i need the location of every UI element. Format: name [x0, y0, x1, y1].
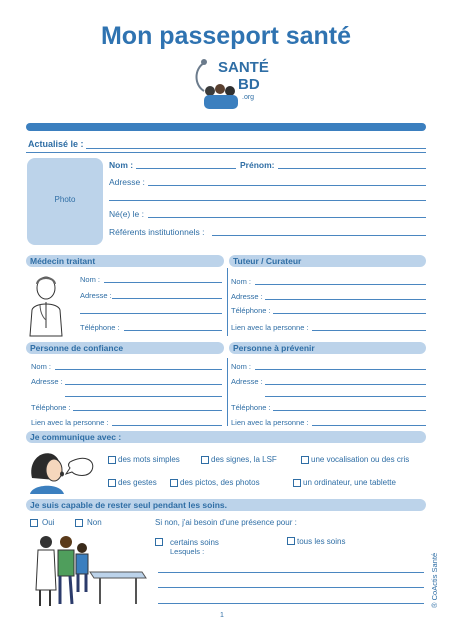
oui-checkbox[interactable] [30, 519, 38, 527]
header-divider [26, 123, 426, 131]
prenom-label: Prénom: [240, 160, 275, 170]
tuteur-adresse-field[interactable] [265, 299, 426, 300]
ne-le-label: Né(e) le : [109, 209, 144, 219]
option-vocalisation-checkbox[interactable] [301, 456, 309, 464]
photo-label: Photo [54, 195, 76, 204]
si-non-label: Si non, j'ai besoin d'une présence pour : [155, 518, 297, 527]
non-checkbox[interactable] [75, 519, 83, 527]
copyright-text: ® CoActis Santé [430, 552, 439, 608]
santebd-logo [190, 57, 269, 117]
tuteur-telephone-field[interactable] [273, 313, 426, 314]
column-divider [227, 358, 228, 426]
certains-soins-label: certains soins [170, 538, 219, 547]
option-ordinateur-label: un ordinateur, une tablette [303, 478, 396, 487]
prevenir-adresse-label: Adresse : [231, 377, 263, 386]
section-medecin [26, 255, 224, 267]
ne-le-field[interactable] [148, 217, 426, 218]
prenom-field[interactable] [278, 168, 426, 169]
medecin-nom-label: Nom : [80, 275, 101, 284]
confiance-nom-field[interactable] [55, 369, 222, 370]
lesquels-label: Lesquels : [170, 547, 205, 556]
logo-text-org: .org [242, 94, 255, 101]
section-confiance [26, 342, 224, 354]
section-communique-title: Je communique avec : [30, 432, 122, 442]
prevenir-nom-field[interactable] [255, 369, 426, 370]
option-signes-lsf-checkbox[interactable] [201, 456, 209, 464]
medecin-adresse-field[interactable] [112, 298, 222, 299]
option-pictos-label: des pictos, des photos [180, 478, 260, 487]
confiance-adresse-label: Adresse : [31, 377, 63, 386]
section-communique [26, 431, 426, 443]
doctor-illustration [24, 272, 70, 338]
confiance-lien-field[interactable] [112, 425, 222, 426]
confiance-adresse-field-2[interactable] [65, 396, 222, 397]
tuteur-telephone-label: Téléphone : [231, 306, 271, 315]
section-prevenir [229, 342, 426, 354]
photo-placeholder[interactable] [27, 158, 103, 245]
medecin-nom-field[interactable] [104, 282, 222, 283]
divider [26, 152, 426, 153]
actualise-label: Actualisé le : [28, 139, 84, 149]
adresse-field-2[interactable] [109, 200, 426, 201]
section-tuteur [229, 255, 426, 267]
section-capable-title: Je suis capable de rester seul pendant les soins. [30, 500, 227, 510]
care-scene-illustration [30, 532, 148, 608]
referents-field[interactable] [212, 235, 426, 236]
adresse-label: Adresse : [109, 177, 145, 187]
option-gestes-checkbox[interactable] [108, 479, 116, 487]
prevenir-adresse-field[interactable] [265, 384, 426, 385]
speaking-person-illustration [26, 448, 98, 494]
column-divider [227, 268, 228, 336]
prevenir-telephone-label: Téléphone : [231, 403, 271, 412]
option-gestes-label: des gestes [118, 478, 157, 487]
confiance-telephone-field[interactable] [73, 410, 222, 411]
option-signes-lsf-label: des signes, la LSF [211, 455, 277, 464]
prevenir-telephone-field[interactable] [273, 410, 426, 411]
prevenir-lien-label: Lien avec la personne : [231, 418, 309, 427]
section-prevenir-title: Personne à prévenir [233, 343, 315, 353]
prevenir-adresse-field-2[interactable] [265, 396, 426, 397]
logo-text-sante: SANTÉ [218, 59, 269, 76]
medecin-adresse-field-2[interactable] [80, 313, 222, 314]
logo-text-bd: BD [238, 76, 260, 93]
prevenir-lien-field[interactable] [312, 425, 426, 426]
page-title: Mon passeport santé [100, 22, 352, 50]
lesquels-field-3[interactable] [158, 603, 424, 604]
tuteur-lien-label: Lien avec la personne : [231, 323, 309, 332]
non-label: Non [87, 518, 102, 527]
referents-label: Référents institutionnels : [109, 227, 205, 237]
option-pictos-checkbox[interactable] [170, 479, 178, 487]
option-ordinateur-checkbox[interactable] [293, 479, 301, 487]
nom-label: Nom : [109, 160, 134, 170]
section-capable [26, 499, 426, 511]
lesquels-field-2[interactable] [158, 587, 424, 588]
tous-soins-label: tous les soins [297, 537, 346, 546]
certains-soins-checkbox[interactable] [155, 538, 163, 546]
nom-field[interactable] [136, 168, 236, 169]
lesquels-field-1[interactable] [158, 572, 424, 573]
page-number: 1 [220, 612, 224, 619]
option-mots-simples-label: des mots simples [118, 455, 180, 464]
tuteur-nom-label: Nom : [231, 277, 252, 286]
tuteur-adresse-label: Adresse : [231, 292, 263, 301]
option-mots-simples-checkbox[interactable] [108, 456, 116, 464]
medecin-adresse-label: Adresse : [80, 291, 112, 300]
section-medecin-title: Médecin traitant [30, 256, 96, 266]
option-vocalisation-label: une vocalisation ou des cris [311, 455, 410, 464]
section-confiance-title: Personne de confiance [30, 343, 124, 353]
tous-soins-checkbox[interactable] [287, 537, 295, 545]
tuteur-nom-field[interactable] [255, 284, 426, 285]
section-tuteur-title: Tuteur / Curateur [233, 256, 302, 266]
tuteur-lien-field[interactable] [312, 330, 426, 331]
confiance-adresse-field[interactable] [65, 384, 222, 385]
confiance-lien-label: Lien avec la personne : [31, 418, 109, 427]
confiance-nom-label: Nom : [31, 362, 52, 371]
oui-label: Oui [42, 518, 55, 527]
medecin-telephone-field[interactable] [124, 330, 222, 331]
medecin-telephone-label: Téléphone : [80, 323, 120, 332]
actualise-field[interactable] [86, 148, 426, 149]
prevenir-nom-label: Nom : [231, 362, 252, 371]
adresse-field[interactable] [148, 185, 426, 186]
confiance-telephone-label: Téléphone : [31, 403, 71, 412]
